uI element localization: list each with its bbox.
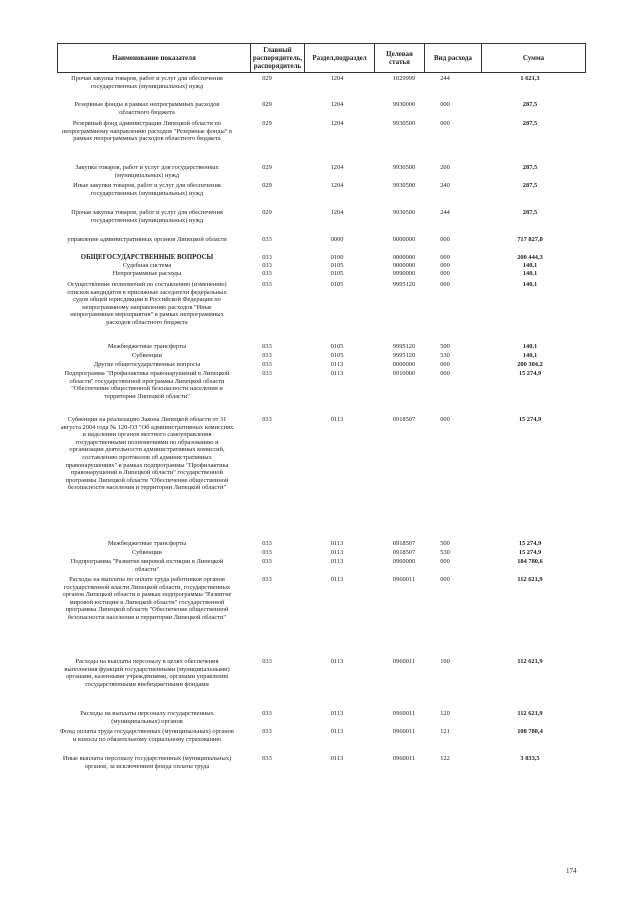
row-razdel: 0113 <box>330 549 344 556</box>
row-razdel: 1204 <box>330 164 344 171</box>
row-summa: 140,1 <box>522 352 538 359</box>
row-vid: 000 <box>440 558 450 565</box>
row-razdel: 1204 <box>330 101 344 108</box>
row-summa: 287,5 <box>522 101 538 108</box>
header-name: Наименование показателя <box>58 44 251 72</box>
row-razdel: 0113 <box>330 658 344 665</box>
row-glav: 029 <box>262 101 272 108</box>
row-vid: 500 <box>440 343 450 350</box>
row-summa: 140,1 <box>522 343 538 350</box>
row-summa: 287,5 <box>522 120 538 127</box>
row-name: Судебная система <box>122 262 172 269</box>
row-glav: 033 <box>262 416 272 423</box>
row-glav: 029 <box>262 182 272 189</box>
row-summa: 1 621,3 <box>520 75 540 82</box>
row-glav: 029 <box>262 209 272 216</box>
row-glav: 033 <box>262 370 272 377</box>
row-celevaya: 0000000 <box>392 361 416 368</box>
row-celevaya: 9930500 <box>392 182 416 189</box>
row-summa: 140,1 <box>522 270 538 277</box>
row-name: Расходы на выплаты персоналу государственных (муниципальных) органов <box>80 710 214 725</box>
row-razdel: 0100 <box>330 254 344 261</box>
row-summa: 112 621,9 <box>517 658 543 665</box>
row-vid: 530 <box>440 549 450 556</box>
row-glav: 033 <box>262 262 272 269</box>
row-vid: 000 <box>440 254 450 261</box>
row-summa: 15 274,9 <box>518 416 542 423</box>
row-summa: 184 780,6 <box>517 558 543 565</box>
row-glav: 029 <box>262 75 272 82</box>
row-name: Прочая закупка товаров, работ и услуг для обеспечения государственных (муниципальных) нужд <box>71 209 223 224</box>
row-name: Субвенции на реализацию Закона Липецкой области от 31 августа 2004 года № 120-ОЗ "Об административных комиссиях и наделении органов местного самоуправления государственными полномочиями по образованию и организации деятельности административных комиссий, составлению протоколов об административных правонарушениях" в рамках подпрограммы "Профилактика правонарушений в Липецкой области" государственной программы Липецкой области "Обеспечение общественной безопасности населения и территории Липецкой области" <box>60 416 234 492</box>
row-glav: 033 <box>262 281 272 288</box>
row-razdel: 1204 <box>330 75 344 82</box>
row-glav: 033 <box>262 576 272 583</box>
row-name: Иные выплаты персоналу государственных (муниципальных) органов, за исключением фонда оплаты труда <box>62 755 232 770</box>
row-razdel: 0113 <box>330 361 344 368</box>
row-glav: 033 <box>262 558 272 565</box>
row-summa: 717 827,8 <box>517 236 543 243</box>
row-summa: 287,5 <box>522 209 538 216</box>
row-name: Осуществление полномочий по составлению (изменению) списков кандидатов в присяжные заседатели федеральных судов общей юрисдикции в Российской Федерации по непрограммному направлению расходов "Иные непрограммные мероприятия" в рамках непрограммных расходов областного бюджета <box>67 281 227 326</box>
row-vid: 000 <box>440 361 450 368</box>
row-razdel: 0000 <box>330 236 344 243</box>
row-vid: 000 <box>440 576 450 583</box>
row-summa: 112 621,9 <box>517 576 543 583</box>
row-celevaya: 9930500 <box>392 209 416 216</box>
row-summa: 112 621,9 <box>517 710 543 717</box>
row-celevaya: 9930500 <box>392 120 416 127</box>
row-razdel: 0113 <box>330 370 344 377</box>
row-glav: 033 <box>262 361 272 368</box>
row-razdel: 0105 <box>330 352 344 359</box>
row-vid: 530 <box>440 352 450 359</box>
row-glav: 033 <box>262 540 272 547</box>
row-celevaya: 0910000 <box>392 370 416 377</box>
row-celevaya: 9930500 <box>392 164 416 171</box>
row-glav: 029 <box>262 164 272 171</box>
row-name: Подпрограмма "Развитие мировой юстиции в Липецкой области" <box>70 558 224 573</box>
row-summa: 287,5 <box>522 182 538 189</box>
row-summa: 200 444,3 <box>517 254 543 261</box>
row-celevaya: 0960011 <box>392 755 416 762</box>
row-name: ОБЩЕГОСУДАРСТВЕННЫЕ ВОПРОСЫ <box>80 254 214 261</box>
row-vid: 121 <box>440 728 450 735</box>
row-celevaya: 0960011 <box>392 658 416 665</box>
row-glav: 029 <box>262 120 272 127</box>
row-vid: 244 <box>440 75 450 82</box>
row-glav: 033 <box>262 270 272 277</box>
row-razdel: 0113 <box>330 558 344 565</box>
row-summa: 15 274,9 <box>518 540 542 547</box>
row-vid: 100 <box>440 658 450 665</box>
row-name: Непрограммные расходы <box>112 270 182 277</box>
row-vid: 500 <box>440 540 450 547</box>
row-vid: 000 <box>440 101 450 108</box>
row-summa: 140,1 <box>522 281 538 288</box>
row-celevaya: 1029999 <box>392 75 416 82</box>
row-razdel: 1204 <box>330 209 344 216</box>
row-name: Субвенции <box>132 352 162 359</box>
row-vid: 000 <box>440 262 450 269</box>
row-celevaya: 0918507 <box>392 540 416 547</box>
row-vid: 244 <box>440 209 450 216</box>
row-celevaya: 9990000 <box>392 270 416 277</box>
row-summa: 3 833,5 <box>520 755 540 762</box>
row-celevaya: 0000000 <box>392 236 416 243</box>
row-razdel: 1204 <box>330 120 344 127</box>
row-name: Резервный фонд администрации Липецкой области по непрограммному направлению расходов "Резервные фонды" в рамках непрограммных расходов областного бюджета <box>62 120 232 143</box>
row-razdel: 1204 <box>330 182 344 189</box>
row-celevaya: 0918507 <box>392 549 416 556</box>
row-vid: 240 <box>440 182 450 189</box>
row-razdel: 0105 <box>330 270 344 277</box>
row-name: Расходы на выплаты по оплате труда работников органов государственной власти Липецкой области, государственных органов Липецкой области в рамках подпрограммы "Развитие мировой юстиции в Липецкой области" государственной программы Липецкой области "Обеспечение общественной безопасности населения и территории Липецкой области" <box>62 576 232 621</box>
row-celevaya: 0000000 <box>392 262 416 269</box>
row-vid: 000 <box>440 281 450 288</box>
row-razdel: 0113 <box>330 576 344 583</box>
row-name: Прочая закупка товаров, работ и услуг для обеспечения государственных (муниципальных) нужд <box>71 75 223 90</box>
row-summa: 140,1 <box>522 262 538 269</box>
row-name: Субвенции <box>132 549 162 556</box>
row-glav: 033 <box>262 728 272 735</box>
row-glav: 033 <box>262 658 272 665</box>
row-summa: 15 274,9 <box>518 549 542 556</box>
row-celevaya: 9995120 <box>392 281 416 288</box>
row-glav: 033 <box>262 236 272 243</box>
row-vid: 000 <box>440 120 450 127</box>
row-vid: 200 <box>440 164 450 171</box>
row-glav: 033 <box>262 352 272 359</box>
row-name: Иные закупки товаров, работ и услуг для обеспечения государственных (муниципальных) нужд <box>73 182 221 197</box>
row-name: Межбюджетные трансферты <box>107 343 187 350</box>
row-vid: 000 <box>440 236 450 243</box>
row-celevaya: 9995120 <box>392 352 416 359</box>
row-razdel: 0113 <box>330 540 344 547</box>
row-razdel: 0105 <box>330 343 344 350</box>
row-vid: 000 <box>440 416 450 423</box>
row-summa: 108 788,4 <box>517 728 543 735</box>
row-razdel: 0105 <box>330 281 344 288</box>
row-glav: 033 <box>262 343 272 350</box>
header-vid: Вид расхода <box>425 44 482 72</box>
header-summa: Сумма <box>522 54 545 62</box>
row-name: Расходы на выплаты персоналу в целях обеспечения выполнения функций государственными (муниципальными) органами, казенными учреждениями, органами управления государственными внебюджетными фондами <box>64 658 230 688</box>
row-razdel: 0105 <box>330 262 344 269</box>
row-glav: 033 <box>262 549 272 556</box>
row-razdel: 0113 <box>330 710 344 717</box>
header-glav: Главный распорядитель, распорядитель <box>251 44 305 72</box>
row-razdel: 0113 <box>330 755 344 762</box>
row-summa: 287,5 <box>522 164 538 171</box>
row-vid: 120 <box>440 710 450 717</box>
row-celevaya: 9930000 <box>392 101 416 108</box>
row-vid: 000 <box>440 370 450 377</box>
header-razdel: Раздел,подраздел <box>305 44 375 72</box>
row-celevaya: 0960000 <box>392 558 416 565</box>
table-header <box>57 43 586 73</box>
row-razdel: 0113 <box>330 416 344 423</box>
row-glav: 033 <box>262 254 272 261</box>
row-name: Подпрограмма "Профилактика правонарушений в Липецкой области" государственной программы Липецкой области "Обеспечение общественной безопасности населения и территории Липецкой области" <box>64 370 230 400</box>
row-name: Другие общегосударственные вопросы <box>93 361 201 368</box>
row-celevaya: 0960011 <box>392 576 416 583</box>
row-summa: 15 274,9 <box>518 370 542 377</box>
row-vid: 000 <box>440 270 450 277</box>
row-razdel: 0113 <box>330 728 344 735</box>
row-glav: 033 <box>262 755 272 762</box>
row-glav: 033 <box>262 710 272 717</box>
page-number: 174 <box>566 867 577 875</box>
row-name: управление административных органов Липецкой области <box>67 236 227 243</box>
row-name: Закупка товаров, работ и услуг для государственных (муниципальных) нужд <box>75 164 219 179</box>
header-celevaya: Целевая статья <box>375 44 425 72</box>
row-summa: 200 304,2 <box>517 361 543 368</box>
row-celevaya: 0960011 <box>392 710 416 717</box>
row-name: Резервные фонды в рамках непрограммных расходов областного бюджета <box>74 101 220 116</box>
row-celevaya: 9995120 <box>392 343 416 350</box>
row-celevaya: 0960011 <box>392 728 416 735</box>
row-celevaya: 0000000 <box>392 254 416 261</box>
row-name: Фонд оплаты труда государственных (муниципальных) органов и взносы по обязательному социальному страхованию <box>60 728 234 743</box>
row-name: Межбюджетные трансферты <box>107 540 187 547</box>
row-celevaya: 0918507 <box>392 416 416 423</box>
row-vid: 122 <box>440 755 450 762</box>
